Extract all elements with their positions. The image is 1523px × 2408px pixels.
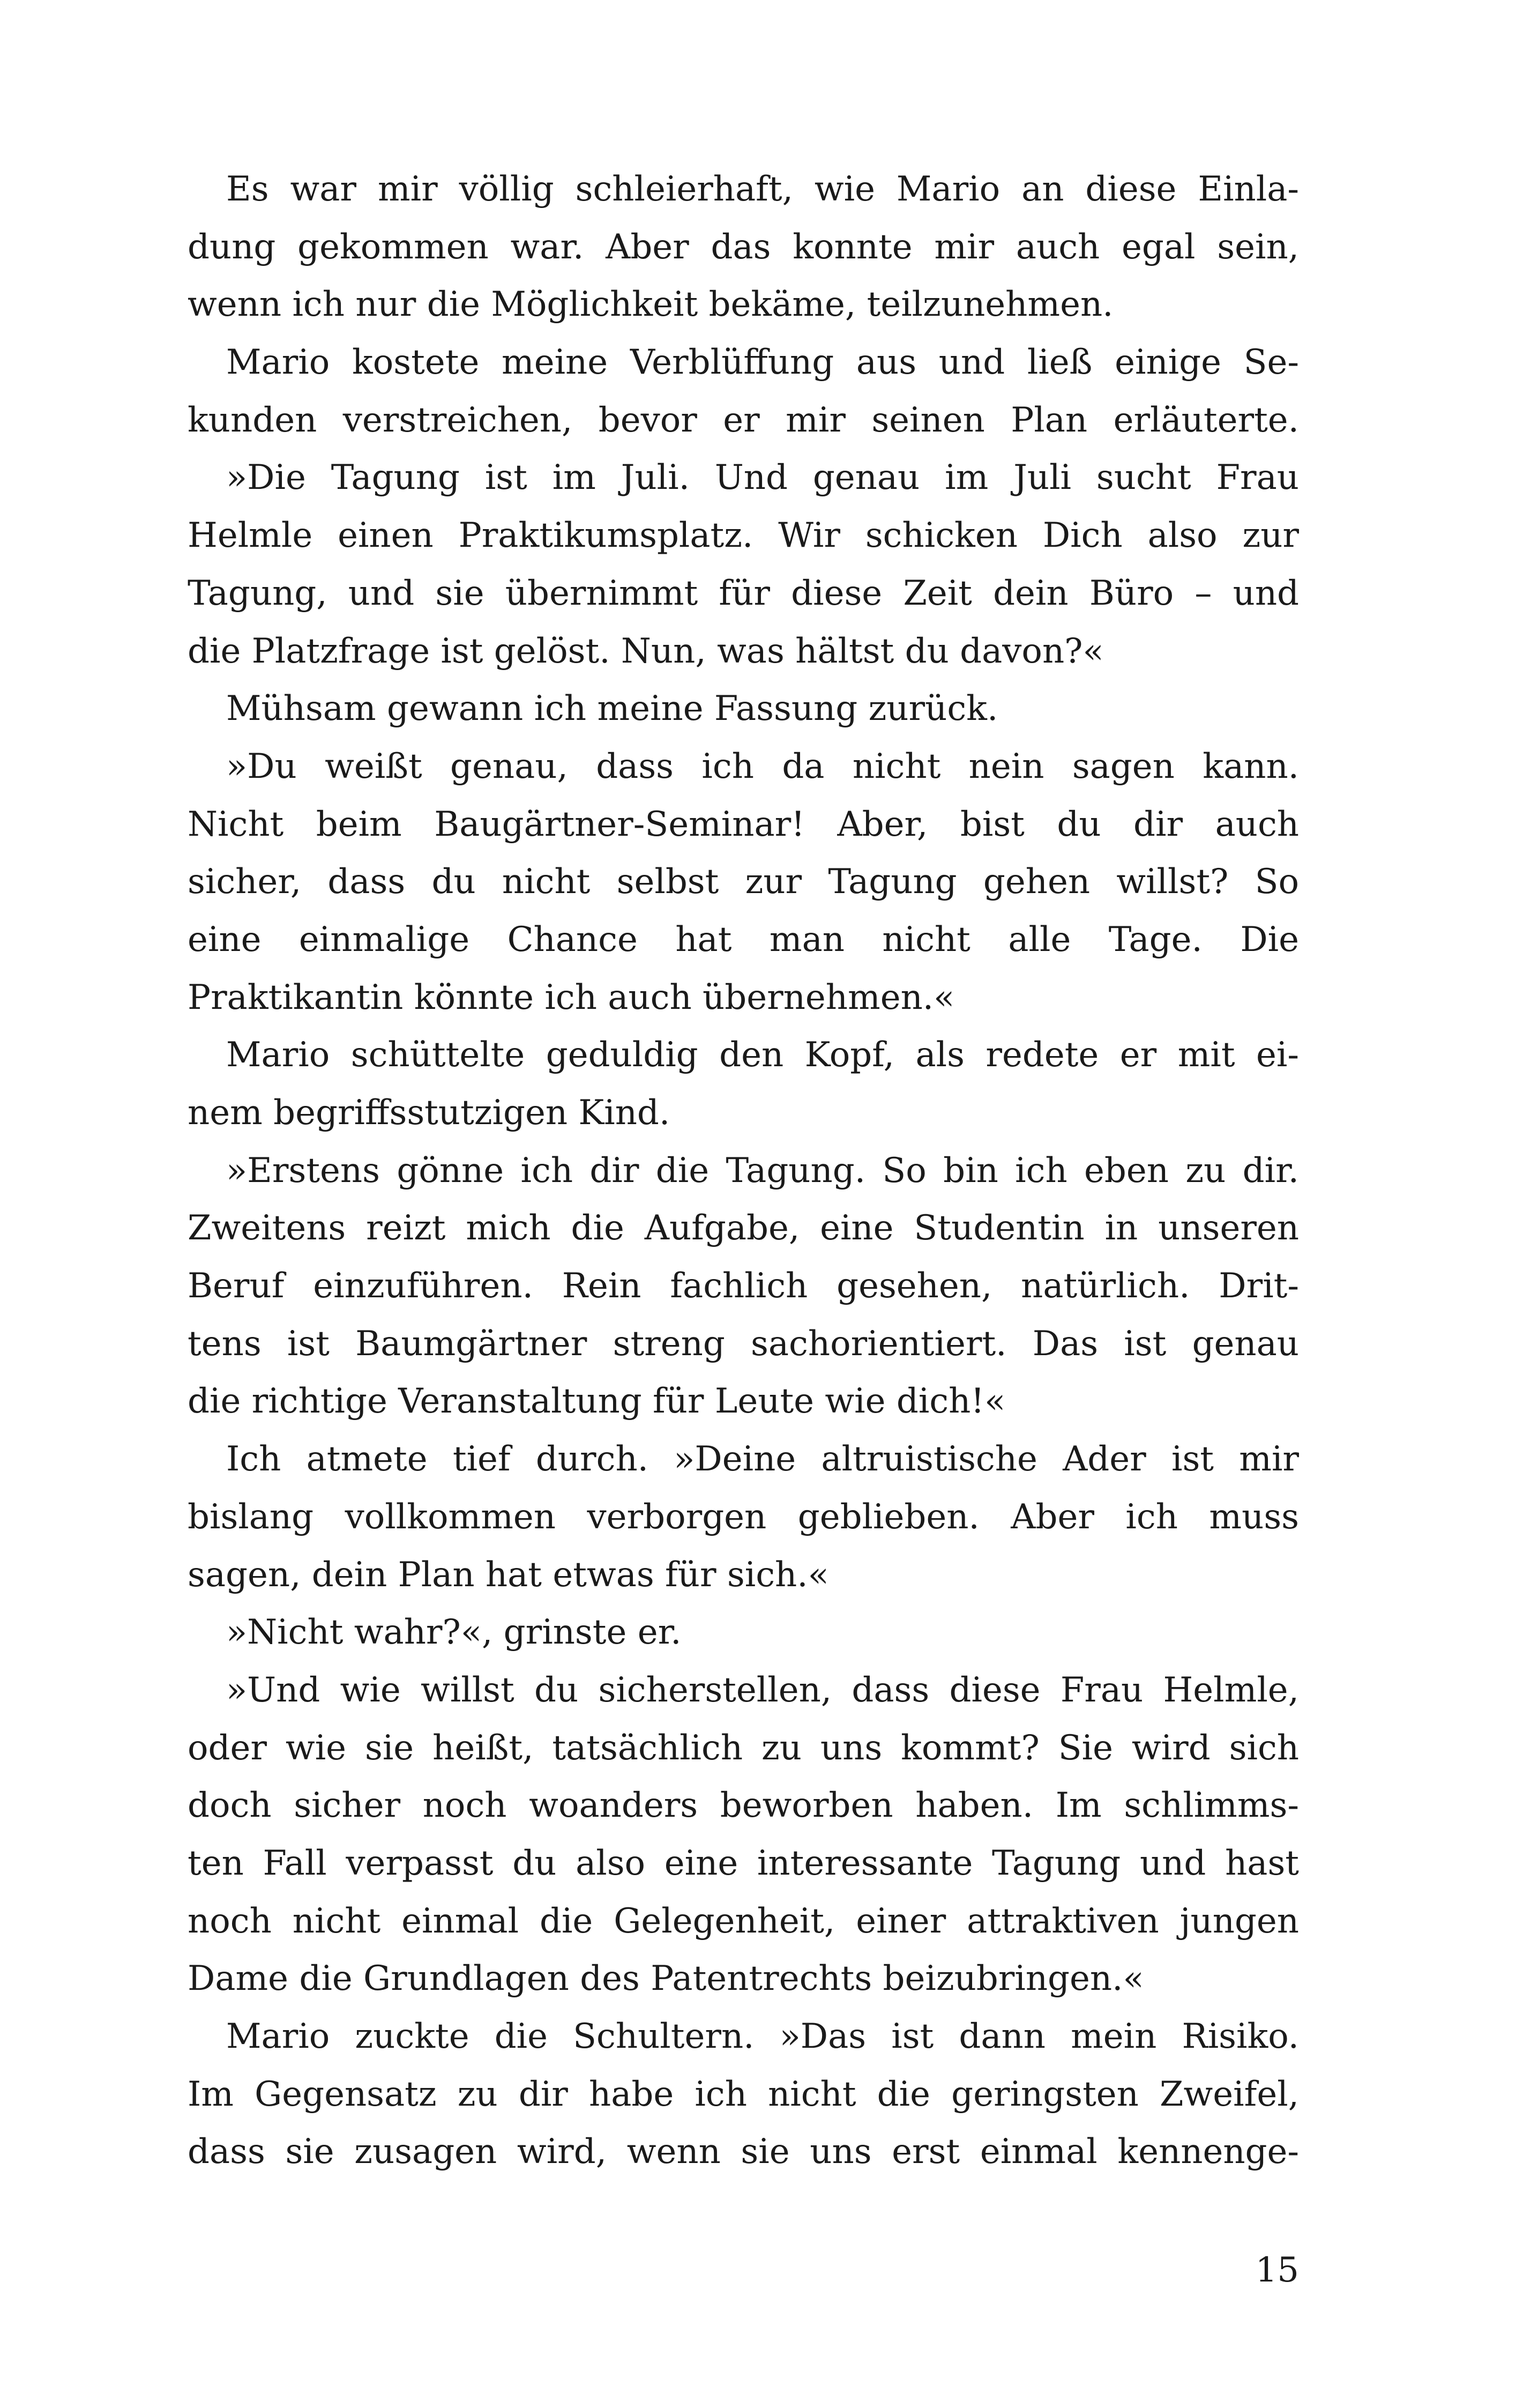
- text-line: Zweitens reizt mich die Aufgabe, eine Studentin in unseren: [188, 1208, 1299, 1248]
- text-line: Mario schüttelte geduldig den Kopf, als redete er mit ei-: [226, 1035, 1299, 1075]
- text-line: doch sicher noch woanders beworben haben. Im schlimms-: [188, 1786, 1299, 1826]
- text-line: noch nicht einmal die Gelegenheit, einer attraktiven jungen: [188, 1901, 1299, 1941]
- text-line: ten Fall verpasst du also eine interessante Tagung und hast: [188, 1843, 1299, 1883]
- text-line: sagen, dein Plan hat etwas für sich.«: [188, 1555, 829, 1595]
- text-line: Dame die Grundlagen des Patentrechts beizubringen.«: [188, 1959, 1144, 1999]
- text-line: Praktikantin könnte ich auch übernehmen.«: [188, 977, 955, 1017]
- text-line: »Und wie willst du sicherstellen, dass diese Frau Helmle,: [226, 1670, 1299, 1710]
- text-line: »Du weißt genau, dass ich da nicht nein sagen kann.: [226, 746, 1299, 786]
- text-line: Es war mir völlig schleierhaft, wie Mario an diese Einla-: [226, 169, 1299, 209]
- text-line: nem begriffsstutzigen Kind.: [188, 1093, 670, 1133]
- text-line: tens ist Baumgärtner streng sachorientiert. Das ist genau: [188, 1324, 1299, 1364]
- text-line: »Die Tagung ist im Juli. Und genau im Juli sucht Frau: [226, 458, 1299, 498]
- text-line: Helmle einen Praktikumsplatz. Wir schicken Dich also zur: [188, 516, 1299, 556]
- text-line: bislang vollkommen verborgen geblieben. Aber ich muss: [188, 1497, 1299, 1537]
- text-line: dass sie zusagen wird, wenn sie uns erst einmal kennenge-: [188, 2132, 1299, 2172]
- text-line: Mario zuckte die Schultern. »Das ist dann mein Risiko.: [226, 2017, 1299, 2056]
- text-line: Beruf einzuführen. Rein fachlich gesehen, natürlich. Drit-: [188, 1266, 1299, 1306]
- text-line: Tagung, und sie übernimmt für diese Zeit dein Büro – und: [188, 573, 1299, 613]
- page-number: 15: [1255, 2250, 1299, 2290]
- text-line: oder wie sie heißt, tatsächlich zu uns kommt? Sie wird sich: [188, 1728, 1299, 1768]
- text-line: dung gekommen war. Aber das konnte mir auch egal sein,: [188, 227, 1299, 267]
- text-line: Nicht beim Baugärtner-Seminar! Aber, bist du dir auch: [188, 804, 1299, 844]
- body-text: [188, 161, 1299, 2181]
- text-line: Im Gegensatz zu dir habe ich nicht die geringsten Zweifel,: [188, 2074, 1299, 2114]
- text-line: Ich atmete tief durch. »Deine altruistische Ader ist mir: [226, 1439, 1299, 1480]
- text-line: eine einmalige Chance hat man nicht alle Tage. Die: [188, 919, 1299, 960]
- text-line: kunden verstreichen, bevor er mir seinen Plan erläuterte.: [188, 400, 1299, 440]
- text-line: »Erstens gönne ich dir die Tagung. So bin ich eben zu dir.: [226, 1150, 1299, 1191]
- text-line: Mario kostete meine Verblüffung aus und ließ einige Se-: [226, 343, 1299, 383]
- text-line: sicher, dass du nicht selbst zur Tagung gehen willst? So: [188, 862, 1299, 902]
- text-line: »Nicht wahr?«, grinste er.: [226, 1612, 682, 1653]
- text-line: die richtige Veranstaltung für Leute wie dich!«: [188, 1381, 1006, 1422]
- text-line: wenn ich nur die Möglichkeit bekäme, teilzunehmen.: [188, 285, 1114, 325]
- text-line: Mühsam gewann ich meine Fassung zurück.: [226, 689, 998, 729]
- text-line: die Platzfrage ist gelöst. Nun, was hältst du davon?«: [188, 631, 1104, 671]
